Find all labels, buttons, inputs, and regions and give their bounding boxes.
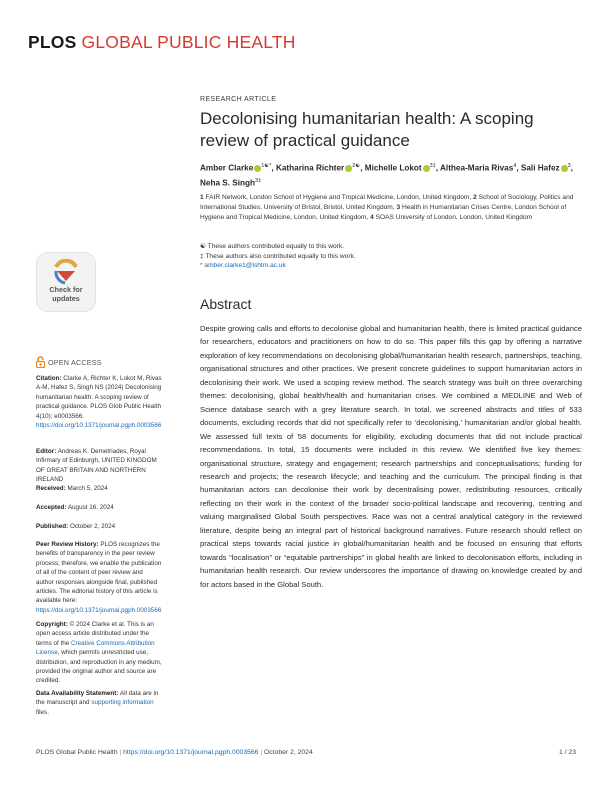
data-availability-block [36,689,162,717]
author-notes [200,242,582,271]
footer-separator: | [119,749,122,756]
affiliation-number: 1 [200,194,204,201]
affiliation-number: 3 [396,204,401,211]
data-availability-text: All data are in the manuscript and [36,690,159,707]
article-type: RESEARCH ARTICLE [200,96,277,103]
author-separator: , [360,163,365,173]
affiliation-number: 4 [370,214,374,221]
check-label-line1: Check for [49,285,83,294]
data-availability-label: Data Availability Statement: [36,690,119,697]
editor-text: Andreas K. Demetriades, Royal Infirmary of Edinburgh, UNITED KINGDOM OF GREAT BRITAIN AND NORTHERN IRELAND [36,448,157,484]
author-list [200,160,582,189]
footer-doi-link[interactable]: https://doi.org/10.1371/journal.pgph.0003566 [123,749,259,756]
supporting-information-link[interactable]: supporting information [91,699,154,707]
author-name[interactable]: Althea-Maria Rivas [440,163,514,173]
abstract-text: Despite growing calls and efforts to decolonise global and humanitarian health, there is limited practical guidance for researchers, educators and practitioners on how to do so. This paper fills this gap by offering a narrative exploration of key recommendations on decolonising global/humanitarian health research, partnerships, teaching, organisational structures and other practices. We present concrete guidelines to support humanitarian actors in decolonising their work. We used a scoping review method. The search strategy was built on three overarching themes: decolonising, global health/health and humanitarian crises. We combined a MEDLINE and Web of Science database search with a grey literature search. In total, we screened abstracts and titles of 533 documents, excluding records that did not specifically refer to ‘decolonising,’ humanitarian and/or global health. We assessed full texts of 58 documents for eligibility, excluding documents that did not include practical recommendations. In total, 15 documents were included in this review. We identified five key themes: organisational structure, strategy and engagement; research partnerships and conceptualisations; funding for research and projects; the research lifecycle; and teaching and the curriculum. The principal finding is that humanitarian actors can decolonise their work by decentralising power, redistributing resources, critically reflecting on their work in the context of the broader socio-political landscape and recovering, centring and valuing marginalised Global South perspectives. Race was not a central analytical category in the reviewed literature, despite being an integral part of historical background narratives. Future research should reflect on practical steps towards racial justice in global/humanitarian health and be focused on ensuring that efforts towards “localisation” or “equitable partnerships” in global health are linked to decolonisation efforts, including in humanitarian health research. Our review underscores the importance of drawing on knowledge created by and for actors based in the Global South. [200,324,582,589]
affiliation-text: FAIR Network, London School of Hygiene and Tropical Medicine, London, United Kingdom, [205,194,474,201]
citation-text: Clarke A, Richter K, Lokot M, Rivas A-M, Hafez S, Singh NS (2024) Decolonising humanitarian health: A scoping review of practical guidance. PLOS Glob Public Health 4(10): e0003566. [36,375,162,420]
copyright-text-end: , which permits unrestricted use, distribution, and reproduction in any medium, provided the original author and source are credited. [36,649,162,685]
abstract-heading: Abstract [200,296,252,312]
peer-review-label: Peer Review History: [36,541,99,548]
author-name[interactable]: Michelle Lokot [364,163,422,173]
footer [36,749,313,756]
journal-logo[interactable] [28,32,296,53]
check-for-updates-button[interactable] [36,252,96,312]
affiliation-number: 2 [473,194,477,201]
open-lock-icon [36,356,45,368]
data-availability-text-end: files. [36,708,49,716]
open-access-text: OPEN ACCESS [48,357,102,367]
footer-journal: PLOS Global Public Health [36,749,118,756]
author-separator: , [271,163,276,173]
affiliation-text: Health in Humanitarian Crises Centre, London School of Hygiene and Tropical Medicine, London, United Kingdom, [200,204,567,221]
peer-review-block [36,540,162,615]
copyright-block [36,620,162,686]
author-affiliation-marker: 2☯ [352,163,361,169]
accepted-date: August 16, 2024 [67,504,114,511]
author-name[interactable]: Amber Clarke [200,163,254,173]
citation-block [36,374,162,430]
published-block [36,522,162,531]
corresponding-email-link[interactable]: * amber.clarke1@lshtm.ac.uk [200,262,286,269]
author-affiliation-marker: 3‡ [255,177,262,184]
author-name[interactable]: Sali Hafez [520,163,560,173]
affiliation-text: School of Sociology, Politics and International Studies, University of Bristol, Bristol, United Kingdom, [200,194,574,211]
received-date: March 5, 2024 [67,485,108,492]
journal-prefix: PLOS [28,32,77,52]
author-affiliation-marker: 3 [567,163,571,169]
affiliation-text: SOAS University of London, London, United Kingdom [375,214,533,221]
affiliations [200,193,582,223]
copyright-label: Copyright: [36,621,68,628]
author-separator: , [570,163,573,173]
author-affiliation-marker: 3‡ [429,163,436,169]
received-block [36,484,162,493]
equal-contribution-note: ☯ These authors contributed equally to this work. [200,243,344,250]
author-name[interactable]: Neha S. Singh [200,178,256,188]
received-label: Received: [36,485,66,492]
journal-name: GLOBAL PUBLIC HEALTH [81,32,296,52]
author-affiliation-marker: 4 [513,163,517,169]
check-for-updates-label [37,286,95,303]
citation-doi-link[interactable]: https://doi.org/10.1371/journal.pgph.0003566 [36,422,162,430]
check-label-line2: updates [52,293,80,303]
article-title: Decolonising humanitarian health: A scoping review of practical guidance [200,109,534,150]
author-separator: , [435,163,441,173]
accepted-label: Accepted: [36,504,67,511]
editor-block [36,447,162,485]
open-access-label [36,356,102,368]
accepted-block [36,503,162,512]
editor-label: Editor: [36,448,57,455]
orcid-icon[interactable] [561,165,568,172]
published-date: October 2, 2024 [69,523,116,530]
footer-date: October 2, 2024 [264,749,313,756]
author-name[interactable]: Katharina Richter [275,163,345,173]
also-equal-contribution-note: ‡ These authors also contributed equally to this work. [200,252,356,260]
author-affiliation-marker: 1☯* [261,163,272,169]
copyright-text: © 2024 Clarke et al. This is an open access article distributed under the terms of the [36,621,154,647]
peer-review-link[interactable]: https://doi.org/10.1371/journal.pgph.0003566 [36,606,162,614]
check-for-updates-icon [53,259,79,287]
citation-label: Citation: [36,375,62,382]
peer-review-text: PLOS recognizes the benefits of transparency in the peer review process; therefore, we enable the publication of all of the content of peer review and author responses alongside final, published articles. The editorial history of this article is available here: [36,541,162,605]
author-separator: , [516,163,521,173]
orcid-icon[interactable] [423,165,430,172]
license-link[interactable]: Creative Commons Attribution License [36,639,155,657]
published-label: Published: [36,523,69,530]
page-number: 1 / 23 [558,749,576,756]
footer-separator: | [260,749,263,756]
